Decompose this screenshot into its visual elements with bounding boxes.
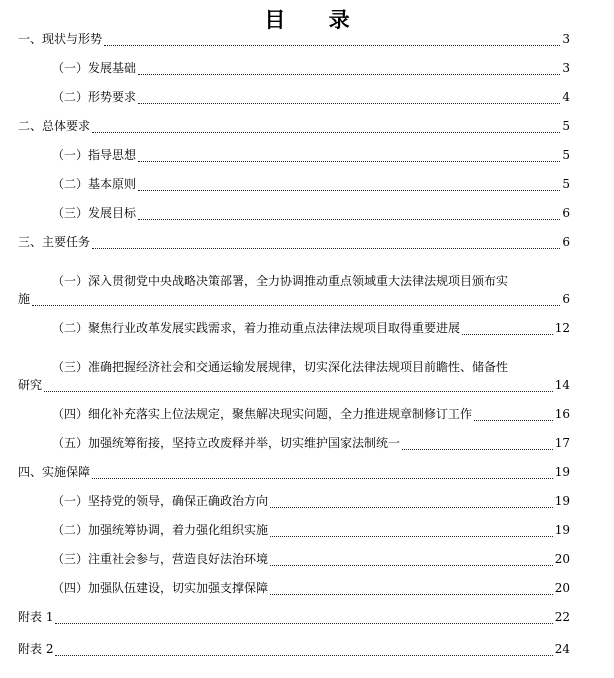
toc-entry-text: 二、总体要求: [18, 119, 91, 133]
toc-entry-text: （四）加强队伍建设，切实加强支撑保障: [52, 581, 269, 595]
toc-entry[interactable]: [0, 360, 614, 400]
leader-dots: [138, 73, 560, 75]
toc-entry-page: 12: [554, 321, 570, 335]
toc-entry[interactable]: [0, 177, 614, 199]
toc-entry[interactable]: [0, 523, 614, 545]
toc-entry[interactable]: [0, 407, 614, 429]
toc-entry-text: 附表 1: [18, 610, 54, 624]
leader-dots: [92, 247, 560, 249]
toc-entry-page: 3: [562, 32, 570, 46]
toc-entry-page: 16: [554, 407, 570, 421]
toc-entry[interactable]: [0, 119, 614, 141]
toc-entry-text: 四、实施保障: [18, 465, 91, 479]
toc-entry-text: 一、现状与形势: [18, 32, 103, 46]
toc-entry-page: 19: [554, 523, 570, 537]
leader-dots: [270, 506, 553, 508]
toc-entry-text-first-line: （三）准确把握经济社会和交通运输发展规律，切实深化法律法规项目前瞻性、储备性: [52, 360, 509, 374]
toc-entry[interactable]: [0, 642, 614, 664]
toc-entry[interactable]: [0, 552, 614, 574]
toc-entry[interactable]: [0, 148, 614, 170]
leader-dots: [138, 102, 560, 104]
toc-entry-page: 20: [554, 581, 570, 595]
toc-entry-page: 20: [554, 552, 570, 566]
toc-entry-text: （二）聚焦行业改革发展实践需求，着力推动重点法律法规项目取得重要进展: [52, 321, 461, 335]
leader-dots: [462, 333, 553, 335]
leader-dots: [474, 419, 553, 421]
toc-entry-text: 研究: [18, 378, 43, 392]
page-title: 目 录: [264, 7, 368, 32]
toc-entry-text: （二）形势要求: [52, 90, 137, 104]
toc-entry-text: （二）加强统筹协调，着力强化组织实施: [52, 523, 269, 537]
leader-dots: [55, 654, 552, 656]
toc-entry[interactable]: [0, 206, 614, 228]
toc-entry-page: 4: [562, 90, 570, 104]
toc-entry[interactable]: [0, 436, 614, 458]
toc-entry[interactable]: [0, 494, 614, 516]
toc-entry-page: 6: [562, 292, 570, 306]
toc-entry-text: 三、主要任务: [18, 235, 91, 249]
toc-entry-text: 附表 2: [18, 642, 54, 656]
toc-entry[interactable]: [0, 610, 614, 632]
leader-dots: [138, 160, 560, 162]
toc-entry-page: 6: [562, 206, 570, 220]
toc-entry[interactable]: [0, 235, 614, 257]
leader-dots: [270, 593, 553, 595]
leader-dots: [138, 189, 560, 191]
toc-entry[interactable]: [0, 321, 614, 343]
leader-dots: [138, 218, 560, 220]
toc-entry-page: 5: [562, 177, 570, 191]
toc-entry-text: （一）坚持党的领导，确保正确政治方向: [52, 494, 269, 508]
leader-dots: [270, 564, 553, 566]
toc-entry[interactable]: [0, 581, 614, 603]
toc-entry[interactable]: [0, 32, 614, 54]
toc-entry[interactable]: [0, 465, 614, 487]
toc-entry-text: （四）细化补充落实上位法规定，聚焦解决现实问题，全力推进规章制修订工作: [52, 407, 473, 421]
toc-entry-text: （一）指导思想: [52, 148, 137, 162]
leader-dots: [32, 304, 560, 306]
toc-entry-text: （二）基本原则: [52, 177, 137, 191]
toc-entry-page: 24: [554, 642, 570, 656]
toc-entry-page: 5: [562, 119, 570, 133]
toc-entry-page: 3: [562, 61, 570, 75]
toc-entry-page: 19: [554, 494, 570, 508]
leader-dots: [55, 622, 552, 624]
toc-entry-page: 5: [562, 148, 570, 162]
leader-dots: [402, 448, 553, 450]
leader-dots: [104, 44, 560, 46]
toc-entry-page: 6: [562, 235, 570, 249]
toc-entry-text: （五）加强统筹衔接，坚持立改废释并举，切实维护国家法制统一: [52, 436, 401, 450]
toc-entry[interactable]: [0, 90, 614, 112]
leader-dots: [44, 390, 553, 392]
toc-entry-text: 施: [18, 292, 31, 306]
toc-entry-page: 19: [554, 465, 570, 479]
leader-dots: [92, 477, 553, 479]
toc-entry-text: （三）注重社会参与，营造良好法治环境: [52, 552, 269, 566]
toc-entry-text: （三）发展目标: [52, 206, 137, 220]
toc-entry-page: 14: [554, 378, 570, 392]
toc-entry-page: 22: [554, 610, 570, 624]
leader-dots: [92, 131, 560, 133]
toc-entry-text: （一）发展基础: [52, 61, 137, 75]
toc-entry-page: 17: [554, 436, 570, 450]
leader-dots: [270, 535, 553, 537]
toc-entry[interactable]: [0, 61, 614, 83]
toc-entry[interactable]: [0, 274, 614, 314]
toc-entry-text-first-line: （一）深入贯彻党中央战略决策部署，全力协调推动重点领域重大法律法规项目颁布实: [52, 274, 509, 288]
